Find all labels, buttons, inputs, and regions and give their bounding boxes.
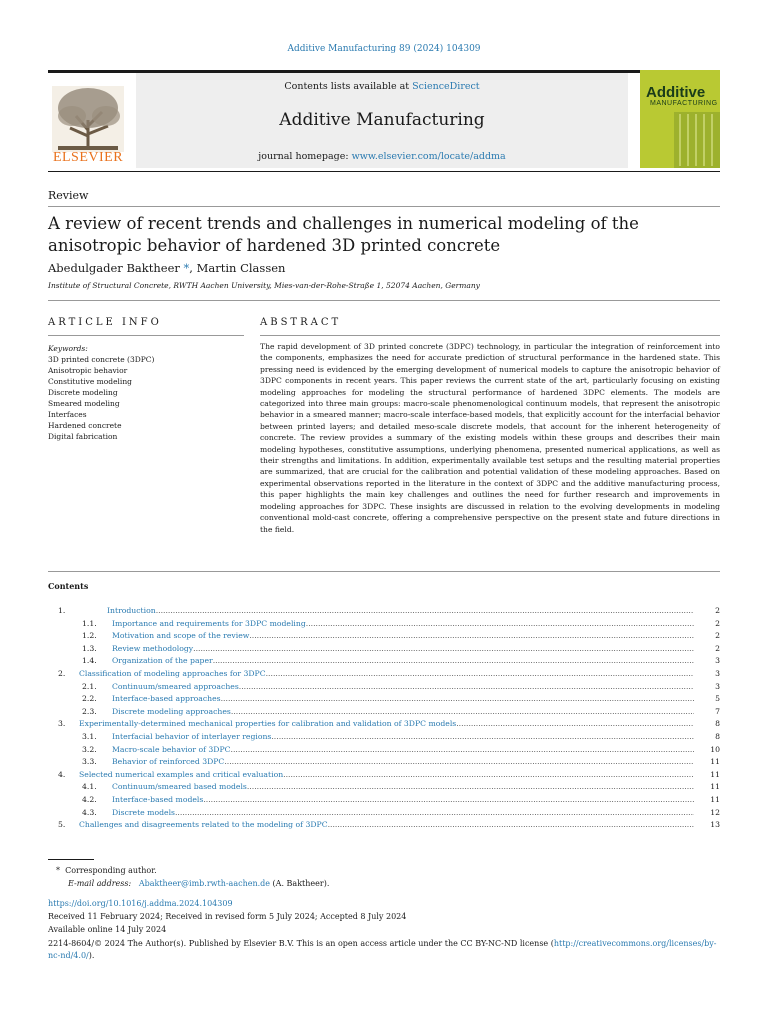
- toc-entry[interactable]: 2.1. Continuum/smeared approaches ..... 3: [48, 681, 720, 693]
- masthead: [48, 70, 720, 168]
- cover-subtitle: MANUFACTURING: [650, 100, 718, 107]
- toc-entry[interactable]: 4. Selected numerical examples and critical evaluation ..... 11: [48, 769, 720, 781]
- keyword: Interfaces: [48, 410, 87, 419]
- author-list: Abedulgader Baktheer *, Martin Classen: [48, 261, 286, 275]
- corresponding-author-link[interactable]: *: [179, 261, 190, 275]
- toc-entry[interactable]: 4.1. Continuum/smeared based models ..... 11: [48, 781, 720, 793]
- abstract-heading: ABSTRACT: [260, 317, 342, 328]
- keywords-label: Keywords:: [48, 344, 88, 353]
- toc-entry[interactable]: 4.3. Discrete models ..... 12: [48, 807, 720, 819]
- contents-available-line: Contents lists available at ScienceDirect: [284, 81, 480, 92]
- author-name: Abedulgader Baktheer: [48, 261, 180, 275]
- keyword: Hardened concrete: [48, 421, 122, 430]
- footnote-divider: [48, 859, 94, 860]
- author-email-link[interactable]: Abaktheer@imb.rwth-aachen.de: [138, 879, 271, 888]
- toc-entry[interactable]: 4.2. Interface-based models ..... 11: [48, 794, 720, 806]
- email-footnote: E-mail address: Abaktheer@imb.rwth-aachen.de (A. Baktheer).: [68, 879, 330, 888]
- toc-entry[interactable]: 1.4. Organization of the paper ..... 3: [48, 655, 720, 667]
- toc-entry[interactable]: 2.3. Discrete modeling approaches ..... 7: [48, 706, 720, 718]
- cover-title: Additive: [646, 84, 706, 101]
- keyword: 3D printed concrete (3DPC): [48, 355, 155, 364]
- toc-entry[interactable]: 1. Introduction ..... 2: [48, 605, 720, 617]
- journal-cover-image[interactable]: [640, 70, 720, 168]
- divider: [48, 335, 244, 336]
- article-title: A review of recent trends and challenges in numerical modeling of the anisotropic behavior of hardened 3D printed concrete: [48, 214, 639, 255]
- license-link[interactable]: http://creativecommons.org/licenses/by-nc-nd/4.0/: [48, 939, 717, 960]
- toc-entry[interactable]: 3. Experimentally-determined mechanical properties for calibration and validation of 3DPC models ..... 8: [48, 718, 720, 730]
- masthead-bottom-rule: [48, 171, 720, 172]
- keyword: Anisotropic behavior: [48, 366, 128, 375]
- journal-citation[interactable]: Additive Manufacturing 89 (2024) 104309: [287, 44, 481, 54]
- available-online-date: Available online 14 July 2024: [48, 925, 167, 934]
- article-type: Review: [48, 189, 89, 202]
- keyword: Digital fabrication: [48, 432, 118, 441]
- divider: [48, 300, 720, 301]
- corresponding-author-footnote: * Corresponding author.: [56, 866, 157, 875]
- keywords-list: [48, 343, 244, 442]
- keyword: Smeared modeling: [48, 399, 120, 408]
- elsevier-wordmark: ELSEVIER: [52, 150, 124, 165]
- journal-homepage-line: journal homepage: www.elsevier.com/locate/addma: [258, 151, 506, 162]
- contents-heading: Contents: [48, 581, 89, 591]
- toc-entry[interactable]: 5. Challenges and disagreements related to the modeling of 3DPC ..... 13: [48, 819, 720, 831]
- received-dates: Received 11 February 2024; Received in revised form 5 July 2024; Accepted 8 July 2024: [48, 912, 407, 921]
- divider: [48, 571, 720, 572]
- keyword: Discrete modeling: [48, 388, 118, 397]
- abstract-text: The rapid development of 3D printed concrete (3DPC) technology, in particular the integration of reinforcement into the components, emphasizes the need for accurate prediction of structural performance in the hardened state. This pressing need is evidenced by the emerging development of numerical models to capture the anisotropic behavior of 3DPC components in recent years. This paper reviews the current state of the art, particularly focusing on existing modeling approaches for modeling the structural performance of hardened 3DPC elements. The models are categorized into three main groups: macro-scale phenomenological continuum models, that represent the anisotropic behavior in a smeared manner; macro-scale interface-based models, that explicitly account for the interfacial behavior between printed layers; and detailed meso-scale discrete models, that account for the inherent heterogeneity of concrete. The review provides a summary of the existing models within these groups and describes their main modeling hypotheses, constitutive assumptions, underlying phenomena, presented numerical applications, as well as their strengths and limitations. In addition, experimentally available test setups and the resulting material properties are summarized, that are crucial for the calibration and potential validation of these modeling approaches. Based on experimental observations reported in the literature in the context of 3DPC and the additive manufacturing process, this paper highlights the main key challenges and outlines the need for further research and improvements in modeling approaches for 3DPC. These insights are discussed in relation to the evolving developments in modeling conventional mold-cast concrete, offering a comprehensive perspective on the present state and future directions in the field.: [260, 342, 720, 534]
- toc-entry[interactable]: 1.2. Motivation and scope of the review ..... 2: [48, 630, 720, 642]
- divider: [48, 206, 720, 207]
- license-statement: 2214-8604/© 2024 The Author(s). Published by Elsevier B.V. This is an open access article under the CC BY-NC-ND license (http://creativecommons.org/licenses/by-nc-nd/4.0/).: [48, 939, 717, 960]
- doi-link[interactable]: https://doi.org/10.1016/j.addma.2024.104309: [48, 899, 233, 908]
- journal-info-band: [136, 73, 628, 168]
- toc-entry[interactable]: 1.1. Importance and requirements for 3DPC modeling ..... 2: [48, 618, 720, 630]
- journal-title: Additive Manufacturing: [279, 110, 485, 130]
- toc-entry[interactable]: 1.3. Review methodology ..... 2: [48, 643, 720, 655]
- author-affiliation: Institute of Structural Concrete, RWTH Aachen University, Mies-van-der-Rohe-Straße 1, 52074 Aachen, Germany: [48, 281, 480, 290]
- article-info-heading: ARTICLE INFO: [48, 317, 162, 328]
- toc-entry[interactable]: 2.2. Interface-based approaches ..... 5: [48, 693, 720, 705]
- toc-entry[interactable]: 2. Classification of modeling approaches for 3DPC ..... 3: [48, 668, 720, 680]
- toc-entry[interactable]: 3.2. Macro-scale behavior of 3DPC ..... 10: [48, 744, 720, 756]
- toc-entry[interactable]: 3.3. Behavior of reinforced 3DPC ..... 11: [48, 756, 720, 768]
- toc-entry[interactable]: 3.1. Interfacial behavior of interlayer regions ..... 8: [48, 731, 720, 743]
- journal-homepage-link[interactable]: www.elsevier.com/locate/addma: [351, 151, 506, 162]
- divider: [260, 335, 720, 336]
- keyword: Constitutive modeling: [48, 377, 132, 386]
- author-name: Martin Classen: [196, 261, 286, 275]
- sciencedirect-link[interactable]: ScienceDirect: [412, 81, 480, 92]
